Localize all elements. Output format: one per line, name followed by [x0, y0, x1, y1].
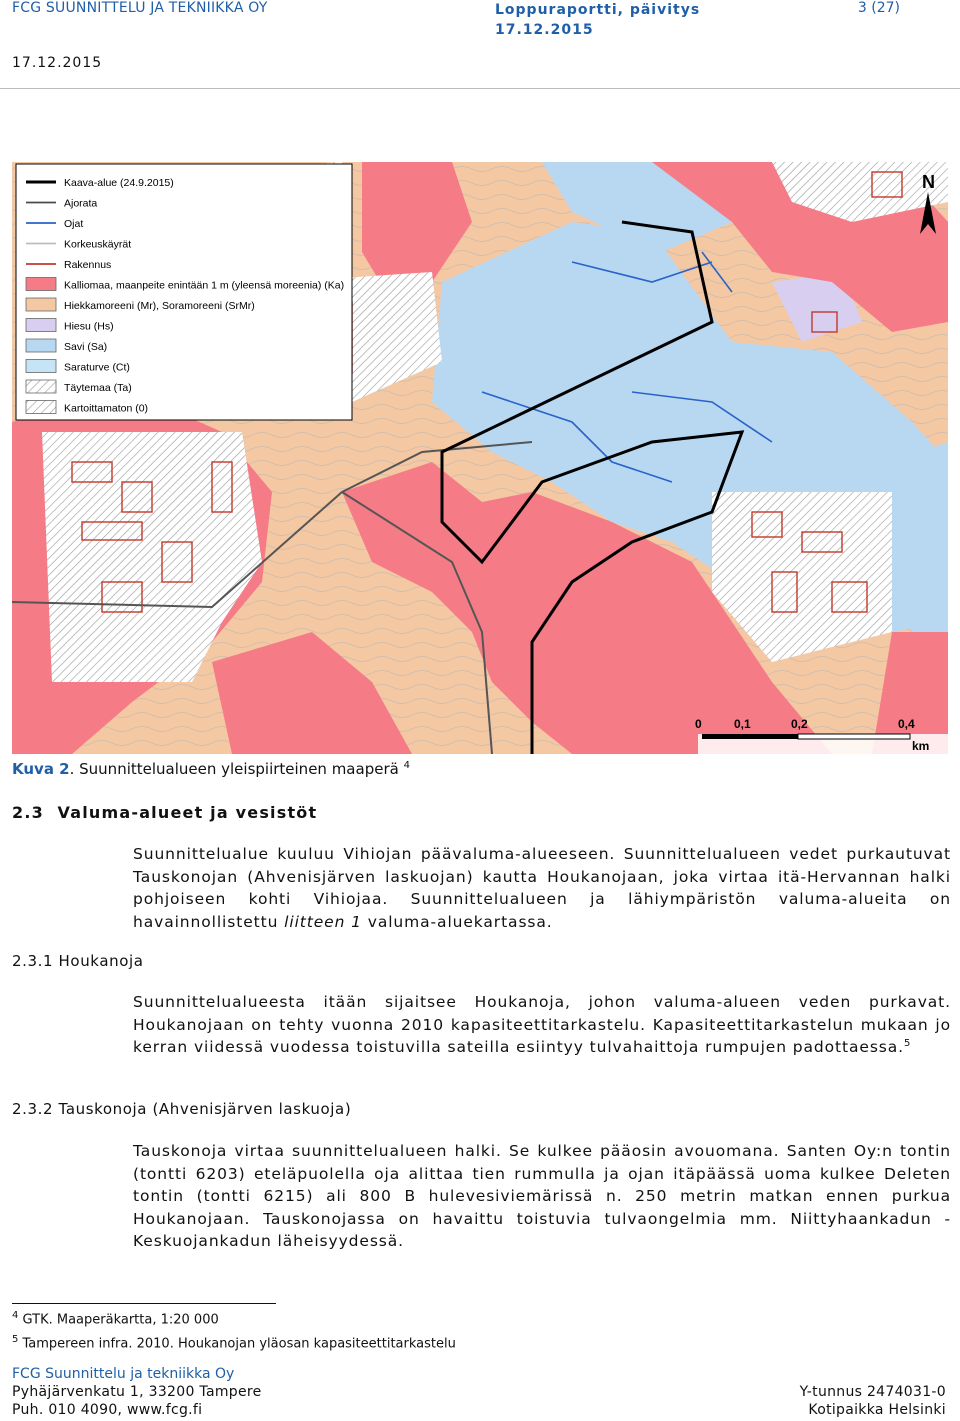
map-legend [16, 164, 352, 420]
footnote-4: $^4$ GTK. Maaperäkartta, 1:20 000 [12, 1310, 219, 1328]
footnote-rule [12, 1303, 276, 1304]
footer-address: Pyhäjärvenkatu 1, 33200 Tampere [12, 1384, 262, 1400]
section-title: Valuma-alueet ja vesistöt [57, 803, 318, 822]
footer-business-id: Y-tunnus 2474031-0 [799, 1384, 946, 1400]
soil-map [12, 162, 948, 754]
legend-swatch-10 [26, 380, 56, 393]
legend-label-9: Saraturve (Ct) [64, 361, 130, 374]
section-number: 2.3 [12, 803, 44, 822]
legend-label-0: Kaava-alue (24.9.2015) [64, 177, 174, 189]
footer-company: FCG Suunnittelu ja tekniikka Oy [12, 1366, 235, 1382]
footnote-5: $^5$ Tampereen infra. 2010. Houkanojan yläosan kapasiteettitarkastelu [12, 1334, 456, 1352]
legend-label-6: Hiekkamoreeni (Mr), Soramoreeni (SrMr) [64, 300, 255, 312]
scale-tick-1: 0,1 [734, 717, 751, 731]
tauskonoja-paragraph: Tauskonoja virtaa suunnittelualueen halki. Se kulkee pääosin avouomana. Santen Oy:n tontin (tontti 6203) eteläpuolella oja alittaa tien rummulla ja ojan itäpäässä uoma kulkee Deleten tontin (tontti 6215) ali 800 B hulevesiviemärissä n. 250 metrin matkan ennen purkua Houkanojaan. Tauskonojassa on havaittu toistuvia tulvaongelmia mm. Niittyhaankadun -Keskuojankadun läheisyydessä. [133, 1142, 951, 1250]
subsection-heading-tauskonoja: 2.3.2 Tauskonoja (Ahvenisjärven laskuoja) [12, 1100, 352, 1118]
legend-label-5: Kalliomaa, maanpeite enintään 1 m (yleensä moreenia) (Ka) [64, 279, 345, 292]
legend-label-10: Täytemaa (Ta) [64, 382, 132, 394]
legend-swatch-8 [26, 339, 56, 352]
legend-swatch-11 [26, 401, 56, 414]
legend-swatch-9 [26, 360, 56, 373]
header-doc-date: 17.12.2015 [495, 22, 594, 38]
footnote-ref-5: 5 [904, 1037, 912, 1049]
header-doc-title: Loppuraportti, päivitys [495, 2, 701, 18]
appendix-reference: liitteen 1 [284, 912, 362, 931]
scale-tick-2: 0,2 [791, 717, 808, 731]
legend-label-2: Ojat [64, 218, 84, 230]
caption-text: . Suunnittelualueen yleispiirteinen maaperä [69, 760, 399, 778]
header-doc-title-block [495, 0, 700, 40]
legend-label-1: Ajorata [64, 197, 98, 210]
soil-map-figure [12, 162, 948, 754]
caption-footnote-ref: 4 [403, 760, 410, 771]
subsection-heading-houkanoja: 2.3.1 Houkanoja [12, 952, 144, 970]
header-date: 17.12.2015 [12, 55, 103, 71]
legend-label-11: Kartoittamaton (0) [64, 402, 149, 415]
intro-paragraph: Suunnittelualue kuuluu Vihiojan päävaluma-alueeseen. Suunnittelualueen vedet purkautuvat Tauskonojan (Ahvenisjärven laskuojan) kautta Houkanojaan, joka virtaa itä-Hervannan halki pohjoiseen kohti Vihiojaa. Suunnittelualueen ja lähiympäristön valuma-alueita on havainnollistettu liitteen 1 valuma-aluekartassa. [133, 845, 951, 931]
legend-label-8: Savi (Sa) [64, 341, 108, 353]
header-company: FCG SUUNNITTELU JA TEKNIIKKA OY [12, 0, 268, 16]
svg-text:N: N [922, 172, 935, 192]
section-heading [12, 803, 317, 822]
scale-unit: km [912, 739, 930, 753]
scale-tick-3: 0,4 [898, 717, 915, 731]
legend-label-4: Rakennus [64, 259, 112, 271]
footer-contact: Puh. 010 4090, www.fcg.fi [12, 1402, 203, 1418]
legend-label-3: Korkeuskäyrät [64, 238, 132, 251]
header-page-number: 3 (27) [857, 0, 900, 16]
legend-swatch-5 [26, 278, 56, 291]
legend-swatch-7 [26, 319, 56, 332]
legend-label-7: Hiesu (Hs) [64, 320, 114, 333]
legend-swatch-6 [26, 298, 56, 311]
caption-label: Kuva 2 [12, 760, 70, 778]
header-rule [0, 88, 960, 89]
figure-caption [12, 760, 410, 778]
houkanoja-paragraph: Suunnittelualueesta itään sijaitsee Houkanoja, johon valuma-alueen veden purkavat. Houkanojaan on tehty vuonna 2010 kapasiteettitarkastelu. Kapasiteettitarkastelun mukaan jo kerran viidessä vuodessa toistuvilla sateilla esiintyy tulvahaittoja rumpujen padottaessa.$^5$ [133, 993, 951, 1056]
scale-tick-0: 0 [695, 717, 702, 731]
footer-domicile: Kotipaikka Helsinki [808, 1402, 946, 1418]
